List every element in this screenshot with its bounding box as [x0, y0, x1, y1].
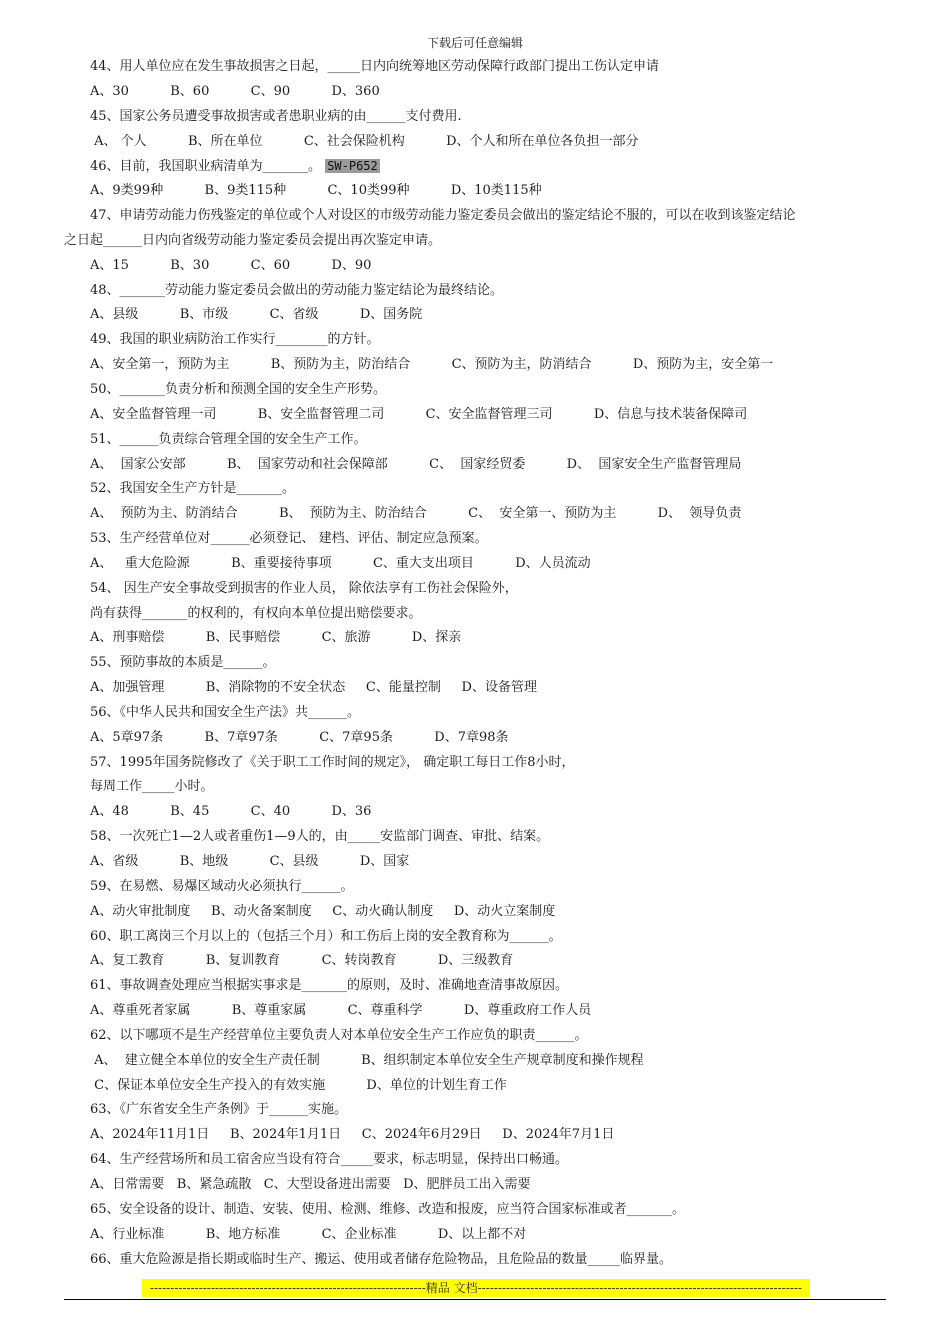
- question-line: [64, 279, 886, 304]
- options-line: [64, 80, 886, 105]
- question-line: [64, 577, 886, 602]
- question-line: [64, 204, 886, 229]
- line-text: A、9类99种 B、9类115种 C、10类99种 D、10类115种: [90, 183, 542, 199]
- options-line: [64, 353, 886, 378]
- line-text: A、安全第一，预防为主 B、预防为主，防治结合 C、预防为主，防消结合 D、预防为主，安全第一: [90, 357, 774, 373]
- question-line: [64, 105, 886, 130]
- question-line: [64, 701, 886, 726]
- line-text: 66、重大危险源是指长期或临时生产、搬运、使用或者储存危险物品，且危险品的数量_____临界量。: [90, 1251, 673, 1267]
- question-line: [64, 477, 886, 502]
- line-text: A、 国家公安部 B、 国家劳动和社会保障部 C、 国家经贸委 D、 国家安全生产监督管理局: [90, 456, 742, 472]
- line-text: 46、目前，我国职业病清单为_______。: [90, 159, 326, 175]
- line-text: 61、事故调查处理应当根据实事求是_______的原则，及时、准确地查清事故原因。: [90, 978, 569, 994]
- line-text: A、 建立健全本单位的安全生产责任制 B、组织制定本单位安全生产规章制度和操作规程: [90, 1052, 644, 1068]
- line-text: 65、安全设备的设计、制造、安装、使用、检测、维修、改造和报废，应当符合国家标准或者_______。: [90, 1201, 686, 1217]
- line-text: 49、我国的职业病防治工作实行________的方针。: [90, 332, 380, 348]
- line-text: 63、《广东省安全生产条例》于______实施。: [90, 1102, 348, 1118]
- line-text: A、15 B、30 C、60 D、90: [90, 257, 372, 273]
- line-text: 58、一次死亡1—2人或者重伤1—9人的，由_____安监部门调查、审批、结案。: [90, 829, 550, 845]
- footer-divider: [64, 1299, 886, 1300]
- options-line: [64, 626, 886, 651]
- line-text: 55、预防事故的本质是______。: [90, 655, 276, 671]
- question-line: [64, 925, 886, 950]
- question-line: [64, 378, 886, 403]
- line-text: 54、 因生产安全事故受到损害的作业人员， 除依法享有工伤社会保险外，: [90, 580, 518, 596]
- options-line: [64, 1123, 886, 1148]
- line-text: A、30 B、60 C、90 D、360: [90, 83, 380, 99]
- question-line: [64, 875, 886, 900]
- line-text: A、安全监督管理一司 B、安全监督管理二司 C、安全监督管理三司 D、信息与技术装备保障司: [90, 406, 748, 422]
- options-line: [64, 800, 886, 825]
- options-line: [64, 602, 886, 627]
- question-continuation: [64, 229, 886, 254]
- options-line: [64, 1173, 886, 1198]
- line-text: 之日起______日内向省级劳动能力鉴定委员会提出再次鉴定申请。: [64, 232, 442, 248]
- line-text: A、48 B、45 C、40 D、36: [90, 804, 372, 820]
- line-text: A、行业标准 B、地方标准 C、企业标准 D、以上都不对: [90, 1226, 527, 1242]
- question-line: [64, 527, 886, 552]
- footer-banner: --------------------------------------------------------------------精品 文档--------------------------------------------------------------------------------: [142, 1279, 810, 1297]
- line-text: A、动火审批制度 B、动火备案制度 C、动火确认制度 D、动火立案制度: [90, 903, 556, 919]
- line-text: 44、用人单位应在发生事故损害之日起，_____日内向统筹地区劳动保障行政部门提出工伤认定申请: [90, 59, 660, 74]
- question-line: [64, 1198, 886, 1223]
- question-line: [64, 751, 886, 776]
- question-list: [64, 55, 886, 1272]
- options-line: [64, 1223, 886, 1248]
- line-text: A、加强管理 B、消除物的不安全状态 C、能量控制 D、设备管理: [90, 680, 537, 696]
- options-line: [64, 726, 886, 751]
- line-text: 64、生产经营场所和员工宿舍应当设有符合_____要求，标志明显，保持出口畅通。: [90, 1152, 569, 1168]
- question-line: [64, 1148, 886, 1173]
- question-line: [64, 1248, 886, 1273]
- line-text: A、日常需要 B、紧急疏散 C、大型设备进出需要 D、肥胖员工出入需要: [90, 1176, 531, 1192]
- line-text: A、刑事赔偿 B、民事赔偿 C、旅游 D、探亲: [90, 630, 462, 646]
- options-line: [64, 949, 886, 974]
- line-text: 56、《中华人民共和国安全生产法》共______。: [90, 704, 361, 720]
- options-line: [64, 1074, 886, 1099]
- question-line: [64, 651, 886, 676]
- line-text: 60、职工离岗三个月以上的（包括三个月）和工伤后上岗的安全教育称为______。: [90, 928, 562, 944]
- line-text: A、县级 B、市级 C、省级 D、国务院: [90, 307, 423, 323]
- options-line: [64, 1049, 886, 1074]
- options-line: [64, 775, 886, 800]
- question-line: [64, 154, 886, 179]
- code-tag: SW-P652: [327, 159, 378, 174]
- line-text: 45、国家公务员遭受事故损害或者患职业病的由______支付费用.: [90, 108, 462, 124]
- line-text: 50、_______负责分析和预测全国的安全生产形势。: [90, 381, 387, 397]
- line-text: 尚有获得_______的权利的，有权向本单位提出赔偿要求。: [90, 605, 422, 621]
- line-text: 57、1995年国务院修改了《关于职工工作时间的规定》， 确定职工每日工作8小时，: [90, 754, 575, 770]
- options-line: [64, 552, 886, 577]
- options-line: [64, 403, 886, 428]
- question-line: [64, 328, 886, 353]
- question-line: [64, 825, 886, 850]
- options-line: [64, 130, 886, 155]
- options-line: [64, 303, 886, 328]
- options-line: [64, 502, 886, 527]
- question-line: [64, 428, 886, 453]
- line-text: A、 预防为主、防消结合 B、 预防为主、防治结合 C、 安全第一、预防为主 D、 领导负责: [90, 506, 742, 522]
- line-text: 59、在易燃、易爆区域动火必须执行______。: [90, 878, 354, 894]
- page-header: 下载后可任意编辑: [426, 36, 523, 50]
- line-text: 每周工作_____小时。: [90, 779, 214, 795]
- line-text: 48、_______劳动能力鉴定委员会做出的劳动能力鉴定结论为最终结论。: [90, 282, 504, 298]
- line-text: A、 个人 B、所在单位 C、社会保险机构 D、个人和所在单位各负担一部分: [90, 133, 639, 149]
- options-line: [64, 254, 886, 279]
- line-text: 52、我国安全生产方针是_______。: [90, 481, 296, 497]
- line-text: 62、以下哪项不是生产经营单位主要负责人对本单位安全生产工作应负的职责______。: [90, 1027, 588, 1043]
- line-text: A、尊重死者家属 B、尊重家属 C、尊重科学 D、尊重政府工作人员: [90, 1003, 592, 1019]
- line-text: C、保证本单位安全生产投入的有效实施 D、单位的计划生育工作: [90, 1077, 507, 1093]
- line-text: A、省级 B、地级 C、县级 D、国家: [90, 854, 410, 869]
- line-text: A、5章97条 B、7章97条 C、7章95条 D、7章98条: [90, 729, 509, 745]
- options-line: [64, 999, 886, 1024]
- options-line: [64, 850, 886, 875]
- line-text: 51、______负责综合管理全国的安全生产工作。: [90, 431, 367, 447]
- question-line: [64, 1098, 886, 1123]
- line-text: A、 重大危险源 B、重要接待事项 C、重大支出项目 D、人员流动: [90, 555, 591, 571]
- line-text: 47、申请劳动能力伤残鉴定的单位或个人对设区的市级劳动能力鉴定委员会做出的鉴定结论不服的，可以在收到该鉴定结论: [90, 208, 796, 224]
- line-text: A、复工教育 B、复训教育 C、转岗教育 D、三级教育: [90, 953, 514, 969]
- line-text: A、2024年11月1日 B、2024年1月1日 C、2024年6月29日 D、2024年7月1日: [90, 1127, 615, 1143]
- options-line: [64, 676, 886, 701]
- question-line: [64, 974, 886, 999]
- options-line: [64, 179, 886, 204]
- question-line: [64, 55, 886, 80]
- options-line: [64, 900, 886, 925]
- line-text: 53、生产经营单位对______必须登记、 建档、评估、制定应急预案。: [90, 531, 488, 547]
- question-line: [64, 1024, 886, 1049]
- options-line: [64, 453, 886, 478]
